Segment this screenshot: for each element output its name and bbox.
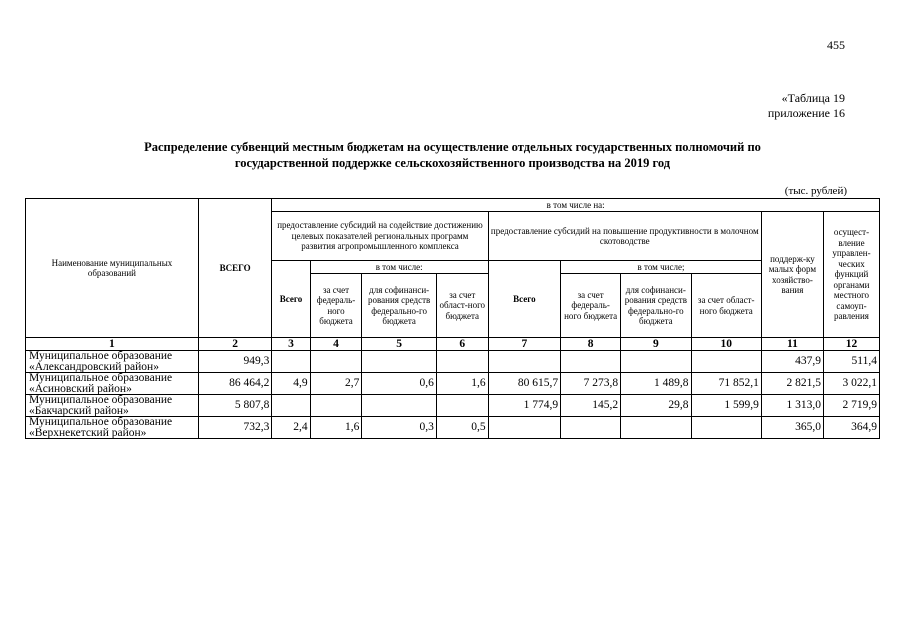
cell [362, 351, 437, 373]
row-name: Муниципальное образование «Бакчарский район» [26, 395, 199, 417]
cell [561, 351, 621, 373]
cell [488, 351, 560, 373]
title-line1: Распределение субвенций местным бюджетам на осуществление отдельных государственных полномочий по [144, 140, 761, 154]
cell: 80 615,7 [488, 373, 560, 395]
table-row [26, 373, 880, 395]
header-small-forms: поддерж-ку малых форм хозяйство-вания [761, 212, 823, 338]
cell: 511,4 [823, 351, 879, 373]
cell [362, 395, 437, 417]
cell: 1,6 [436, 373, 488, 395]
table-row [26, 351, 880, 373]
cell [488, 417, 560, 439]
col-number: 5 [362, 338, 437, 351]
cell: 1 774,9 [488, 395, 560, 417]
header-sub-including-2: в том числе; [561, 261, 762, 274]
col-number: 12 [823, 338, 879, 351]
column-numbers-row [26, 338, 880, 351]
cell: 1 599,9 [691, 395, 761, 417]
header-all-2: Всего [488, 261, 560, 338]
cell [310, 395, 362, 417]
col-number: 6 [436, 338, 488, 351]
row-name: Муниципальное образование «Верхнекетский район» [26, 417, 199, 439]
header-group1: предоставление субсидий на содействие достижению целевых показателей региональных программ развития агропромышленного комплекса [272, 212, 488, 261]
cell: 1 313,0 [761, 395, 823, 417]
table-reference [768, 91, 845, 121]
cell: 437,9 [761, 351, 823, 373]
cell [272, 351, 310, 373]
cell [561, 417, 621, 439]
subsidy-table [25, 198, 880, 439]
cell: 0,3 [362, 417, 437, 439]
cell: 1,6 [310, 417, 362, 439]
table-row [26, 417, 880, 439]
cell: 2 719,9 [823, 395, 879, 417]
cell: 86 464,2 [198, 373, 271, 395]
cell [691, 417, 761, 439]
header-name: Наименование муниципальных образований [26, 199, 199, 338]
cell: 1 489,8 [621, 373, 691, 395]
header-federal-2: за счет федераль-ного бюджета [561, 274, 621, 338]
col-number: 1 [26, 338, 199, 351]
header-regional-2: за счет област-ного бюджета [691, 274, 761, 338]
col-number: 2 [198, 338, 271, 351]
cell: 0,6 [362, 373, 437, 395]
cell [436, 395, 488, 417]
cell: 364,9 [823, 417, 879, 439]
table-ref-line2: приложение 16 [767, 106, 845, 120]
header-cofin-1: для софинанси-рования средств федерально-го бюджета [362, 274, 437, 338]
cell [691, 351, 761, 373]
document-title [60, 139, 845, 171]
col-number: 7 [488, 338, 560, 351]
col-number: 3 [272, 338, 310, 351]
cell: 145,2 [561, 395, 621, 417]
cell: 949,3 [198, 351, 271, 373]
title-line2: государственной поддержке сельскохозяйственного производства на 2019 год [234, 156, 671, 170]
table-ref-line1: «Таблица 19 [781, 91, 845, 105]
header-including: в том числе на: [272, 199, 880, 212]
row-name: Муниципальное образование «Асиновский район» [26, 373, 199, 395]
cell: 4,9 [272, 373, 310, 395]
cell: 3 022,1 [823, 373, 879, 395]
cell [621, 351, 691, 373]
cell: 365,0 [761, 417, 823, 439]
cell: 2 821,5 [761, 373, 823, 395]
row-name: Муниципальное образование «Александровский район» [26, 351, 199, 373]
col-number: 4 [310, 338, 362, 351]
cell [272, 395, 310, 417]
units-label: (тыс. рублей) [784, 185, 847, 197]
cell: 5 807,8 [198, 395, 271, 417]
table-row [26, 395, 880, 417]
cell: 29,8 [621, 395, 691, 417]
header-federal-1: за счет федераль-ного бюджета [310, 274, 362, 338]
header-group2: предоставление субсидий на повышение продуктивности в молочном скотоводстве [488, 212, 761, 261]
header-mgmt: осущест-вление управлен-ческих функций органами местного самоуп-равления [823, 212, 879, 338]
header-all-1: Всего [272, 261, 310, 338]
cell: 0,5 [436, 417, 488, 439]
cell: 732,3 [198, 417, 271, 439]
col-number: 10 [691, 338, 761, 351]
header-cofin-2: для софинанси-рования средств федерально-го бюджета [621, 274, 691, 338]
header-sub-including-1: в том числе: [310, 261, 488, 274]
col-number: 9 [621, 338, 691, 351]
col-number: 8 [561, 338, 621, 351]
cell: 7 273,8 [561, 373, 621, 395]
cell [621, 417, 691, 439]
cell [436, 351, 488, 373]
cell: 71 852,1 [691, 373, 761, 395]
cell [310, 351, 362, 373]
header-regional-1: за счет област-ного бюджета [436, 274, 488, 338]
header-total: ВСЕГО [198, 199, 271, 338]
cell: 2,4 [272, 417, 310, 439]
col-number: 11 [761, 338, 823, 351]
cell: 2,7 [310, 373, 362, 395]
page-number: 455 [827, 38, 845, 52]
